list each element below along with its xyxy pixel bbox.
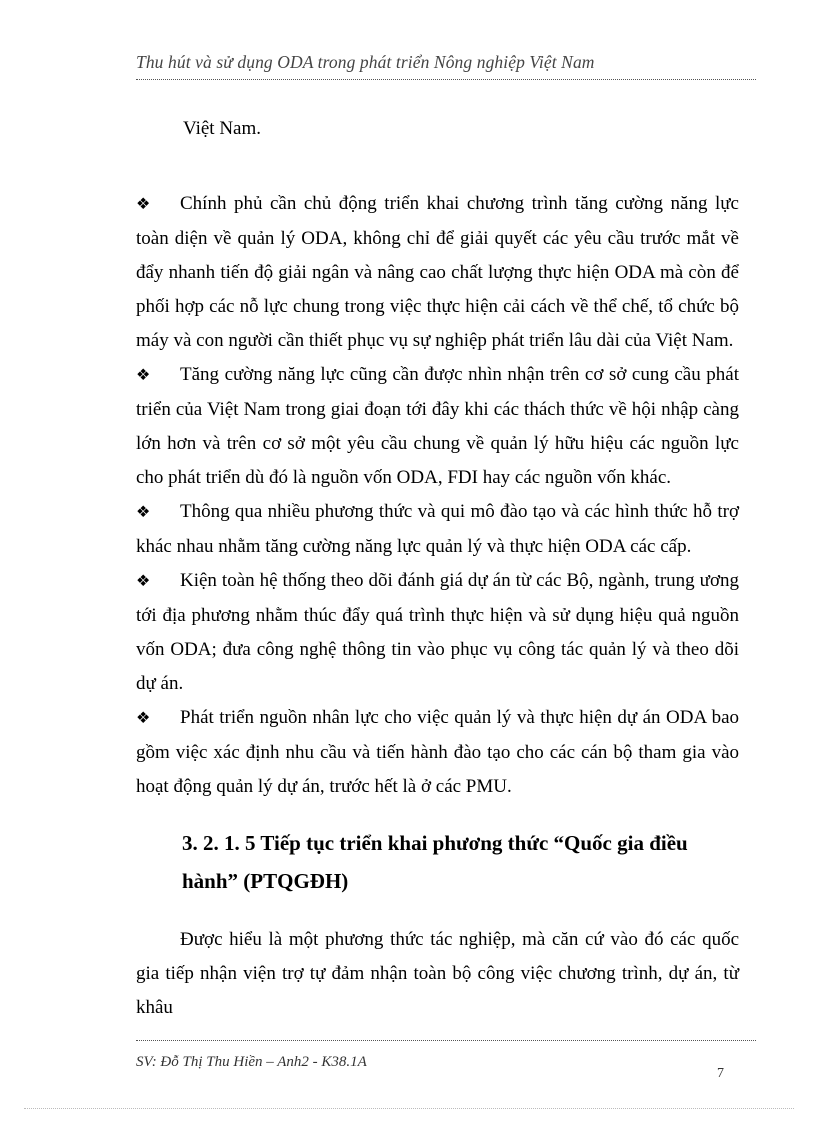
page-number: 7 [717, 1066, 724, 1081]
header-divider [136, 79, 756, 80]
diamond-cluster-bullet-icon: ❖ [136, 367, 151, 384]
lead-line: Việt Nam. [183, 118, 262, 139]
footer-divider [136, 1040, 756, 1041]
bullet-item [136, 495, 739, 564]
bullet-list [136, 187, 739, 804]
document-running-title: Thu hút và sử dụng ODA trong phát triển Nông nghiệp Việt Nam [136, 52, 595, 72]
student-signature: SV: Đỗ Thị Thu Hiền – Anh2 - K38.1A [136, 1054, 367, 1070]
diamond-cluster-bullet-icon: ❖ [136, 504, 151, 521]
bullet-item [136, 701, 739, 804]
bullet-text: Phát triển nguồn nhân lực cho việc quản lý và thực hiện dự án ODA bao gồm việc xác định nhu cầu và tiến hành đào tạo cho các cán bộ tham gia vào hoạt động quản lý dự án, trước hết là ở các PMU. [136, 707, 739, 797]
bullet-text: Kiện toàn hệ thống theo dõi đánh giá dự án từ các Bộ, ngành, trung ương tới địa phương nhằm thúc đẩy quá trình thực hiện và sử dụng hiệu quả nguồn vốn ODA; đưa công nghệ thông tin vào phục vụ công tác quản lý và theo dõi dự án. [136, 570, 739, 694]
section-heading: 3. 2. 1. 5 Tiếp tục triển khai phương thức “Quốc gia điều hành” (PTQGĐH) [182, 831, 688, 893]
paragraph-text: Được hiểu là một phương thức tác nghiệp, mà căn cứ vào đó các quốc gia tiếp nhận viện trợ tự đảm nhận toàn bộ công việc chương trình, dự án, từ khâu [136, 929, 739, 1018]
bullet-text: Thông qua nhiều phương thức và qui mô đào tạo và các hình thức hỗ trợ khác nhau nhằm tăng cường năng lực quản lý và thực hiện ODA các cấp. [136, 501, 739, 557]
bullet-item [136, 358, 739, 495]
diamond-cluster-bullet-icon: ❖ [136, 710, 151, 727]
closing-paragraph [136, 923, 739, 1025]
diamond-cluster-bullet-icon: ❖ [136, 196, 151, 213]
diamond-cluster-bullet-icon: ❖ [136, 573, 151, 590]
bullet-item [136, 187, 739, 358]
page-bottom-divider [24, 1108, 794, 1109]
bullet-item [136, 564, 739, 701]
bullet-text: Chính phủ cần chủ động triển khai chương trình tăng cường năng lực toàn diện về quản lý ODA, không chỉ để giải quyết các yêu cầu trước mắt về đẩy nhanh tiến độ giải ngân và nâng cao chất lượng thực hiện ODA mà còn để phối hợp các nỗ lực chung trong việc thực hiện cải cách về thể chế, tổ chức bộ máy và con người cần thiết phục vụ sự nghiệp phát triển lâu dài của Việt Nam. [136, 193, 739, 351]
bullet-text: Tăng cường năng lực cũng cần được nhìn nhận trên cơ sở cung cầu phát triển của Việt Nam trong giai đoạn tới đây khi các thách thức về hội nhập càng lớn hơn và trên cơ sở một yêu cầu chung về quản lý hữu hiệu các nguồn lực cho phát triển dù đó là nguồn vốn ODA, FDI hay các nguồn vốn khác. [136, 364, 739, 488]
